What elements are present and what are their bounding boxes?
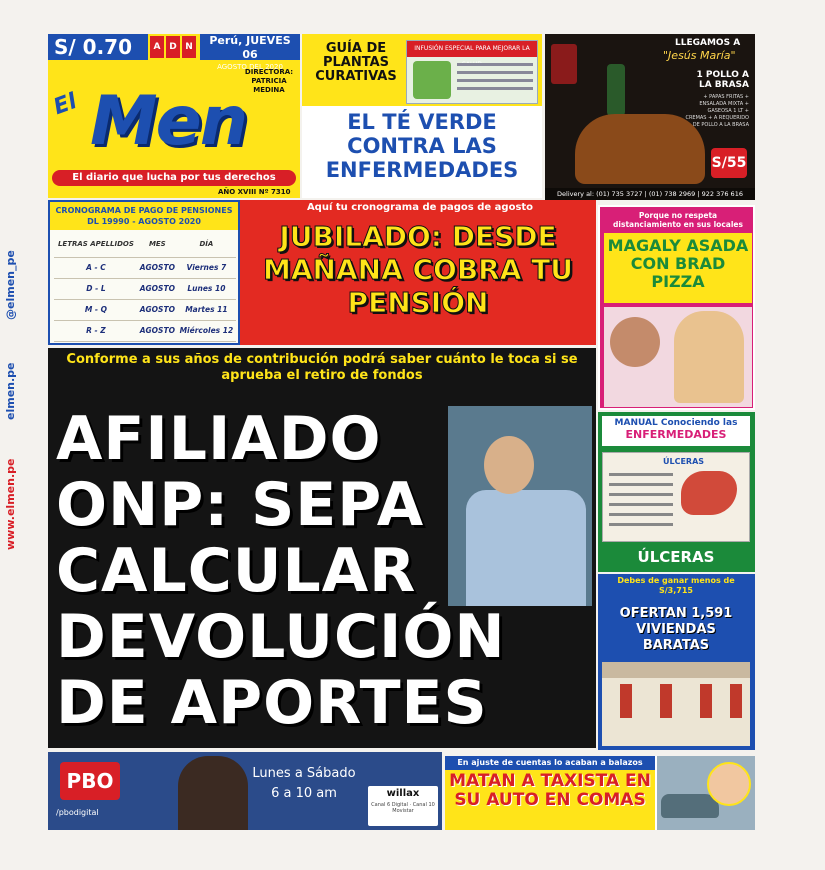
twitter-handle: @elmen_pe [4, 250, 17, 320]
facebook-handle: elmen.pe [4, 362, 17, 420]
headline-line: ONP: SEPA [56, 470, 425, 540]
schedule-days: Lunes a Sábado [252, 766, 356, 781]
houses-photo [602, 662, 750, 746]
car-image [661, 794, 719, 818]
channel-name: willax [386, 788, 420, 799]
door [620, 684, 632, 718]
website-url: www.elmen.pe [4, 458, 17, 550]
man-portrait [610, 317, 660, 367]
text-line [609, 493, 673, 496]
roofline [602, 662, 750, 678]
pbo-social: /pbodigital [56, 808, 99, 817]
tea-image [413, 61, 451, 99]
channel-details: Canal 6 Digital · Canal 10 Movistar [371, 802, 435, 814]
table-cell: Martes 11 [177, 299, 236, 320]
table-cell: A - C [54, 257, 138, 278]
column-header: DÍA [177, 232, 236, 257]
cronograma-box [48, 200, 240, 345]
text-line [609, 513, 673, 516]
manual-thumbnail [602, 452, 750, 542]
table-cell: AGOSTO [138, 320, 177, 341]
table-row [54, 320, 236, 341]
manual-enfermedades [598, 412, 755, 572]
table-cell: AGOSTO [138, 257, 177, 278]
adn-badge [150, 36, 196, 58]
table-cell: AGOSTO [138, 299, 177, 320]
director-credit: DIRECTORA: PATRICIA MEDINA [244, 68, 294, 94]
plants-teaser [302, 34, 542, 198]
plants-top [302, 34, 542, 106]
table-cell: Viernes 7 [177, 257, 236, 278]
text-line [457, 79, 533, 82]
headline-line: CALCULAR [56, 536, 417, 606]
logo-men: Men [90, 82, 247, 161]
soda-bottle [607, 64, 625, 116]
date-line-1: Perú, JUEVES 06 [209, 34, 291, 61]
table-cell: M - Q [54, 299, 138, 320]
ad-line-2: "Jesús María" [663, 49, 736, 62]
column-header: MES [138, 232, 177, 257]
text-line [457, 87, 533, 90]
text-line [609, 523, 673, 526]
text-line [609, 473, 673, 476]
magaly-photo [604, 307, 752, 407]
stomach-illustration [681, 471, 737, 515]
taxista-headline: MATAN A TAXISTA EN SU AUTO EN COMAS [445, 770, 655, 830]
edition-number: AÑO XVIII Nº 7310 [218, 188, 291, 196]
text-line [457, 63, 533, 66]
door [700, 684, 712, 718]
issue-date [200, 34, 300, 71]
side-strip [2, 250, 42, 570]
main-story [48, 348, 596, 748]
jubilado-kicker: Aquí tu cronograma de pagos de agosto [306, 202, 534, 213]
schedule-hours: 6 a 10 am [271, 786, 337, 801]
pbo-logo: PBO [60, 762, 120, 800]
viviendas-kicker: Debes de ganar menos de S/3,715 [617, 576, 735, 595]
table-cell: R - Z [54, 320, 138, 341]
column-header: LETRAS APELLIDOS [54, 232, 138, 257]
taxista-kicker: En ajuste de cuentas lo acaban a balazos [445, 756, 655, 770]
plants-title: GUÍA DE PLANTAS CURATIVAS [315, 41, 397, 84]
ad-line-1: LLEGAMOS A [675, 38, 741, 48]
door [660, 684, 672, 718]
viviendas-story [598, 574, 755, 750]
taxista-photo [657, 756, 755, 830]
main-headline [56, 406, 576, 736]
text-line [609, 483, 673, 486]
table-row [54, 278, 236, 299]
text-line [609, 503, 673, 506]
ad-line-3: 1 POLLO A LA BRASA [696, 70, 749, 90]
cronograma-table [54, 232, 236, 342]
slogan: El diario que lucha por tus derechos [52, 170, 296, 186]
main-kicker: Conforme a sus años de contribución podrá saber cuánto le toca si se aprueba el retiro de fondos [66, 352, 578, 383]
cronograma-title: CRONOGRAMA DE PAGO DE PENSIONES DL 19990 - AGOSTO 2020 [50, 202, 238, 230]
chicken-plate [575, 114, 705, 184]
chicken-ad [545, 34, 755, 200]
table-row [54, 299, 236, 320]
door [730, 684, 742, 718]
ulceras-title: ÚLCERAS [637, 548, 715, 566]
brand-logo [551, 44, 577, 84]
magaly-headline: MAGALY ASADA CON BRAD PIZZA [604, 233, 752, 303]
delivery-phones: Delivery al: (01) 735 3727 | (01) 738 2969 | 922 376 616 [545, 188, 755, 200]
adn-letter: A [150, 36, 164, 58]
plants-headline: EL TÉ VERDE CONTRA LAS ENFERMEDADES [325, 110, 519, 182]
viviendas-headline: OFERTAN 1,591 VIVIENDAS BARATAS [619, 606, 733, 653]
pbo-ad [48, 752, 442, 830]
jubilado-story [48, 200, 596, 345]
headline-line: DE APORTES [56, 668, 488, 738]
headline-line: DEVOLUCIÓN [56, 602, 506, 672]
table-cell: AGOSTO [138, 278, 177, 299]
adn-letter: N [182, 36, 196, 58]
table-row [54, 257, 236, 278]
manual-label: MANUAL Conociendo las [614, 418, 738, 428]
woman-portrait [674, 311, 744, 403]
manual-header [602, 416, 750, 446]
ad-line-4: + PAPAS FRITAS + ENSALADA MIXTA + GASEOSA 1 LT + CREMAS + A REQUERIDO DE POLLO A LA BRASA [685, 94, 749, 128]
pbo-schedule [224, 764, 384, 804]
cover-price: S/ 0.70 [48, 34, 148, 60]
table-header-row [54, 232, 236, 257]
headline-line: AFILIADO [56, 404, 382, 474]
adn-letter: D [166, 36, 180, 58]
jubilado-headline: JUBILADO: DESDE MAÑANA COBRA TU PENSIÓN [263, 220, 573, 319]
masthead [48, 34, 300, 198]
table-cell: Lunes 10 [177, 278, 236, 299]
table-cell: D - L [54, 278, 138, 299]
thumb-band: INFUSIÓN ESPECIAL PARA MEJORAR LA [407, 41, 537, 57]
plants-thumbnail [406, 40, 538, 104]
text-line [457, 71, 533, 74]
victim-portrait [707, 762, 751, 806]
logo-el: El [50, 88, 81, 121]
table-cell: Miércoles 12 [177, 320, 236, 341]
taxista-story [445, 756, 755, 830]
magaly-story [598, 205, 755, 410]
willax-logo [368, 786, 438, 826]
date-line-2: AGOSTO DEL 2020 [217, 63, 283, 71]
ad-price: S/55 [711, 148, 747, 178]
manual-big: ENFERMEDADES [625, 428, 727, 441]
magaly-kicker: Porque no respeta distanciamiento en sus locales [613, 211, 743, 229]
thumb-label: ÚLCERAS [663, 457, 705, 466]
